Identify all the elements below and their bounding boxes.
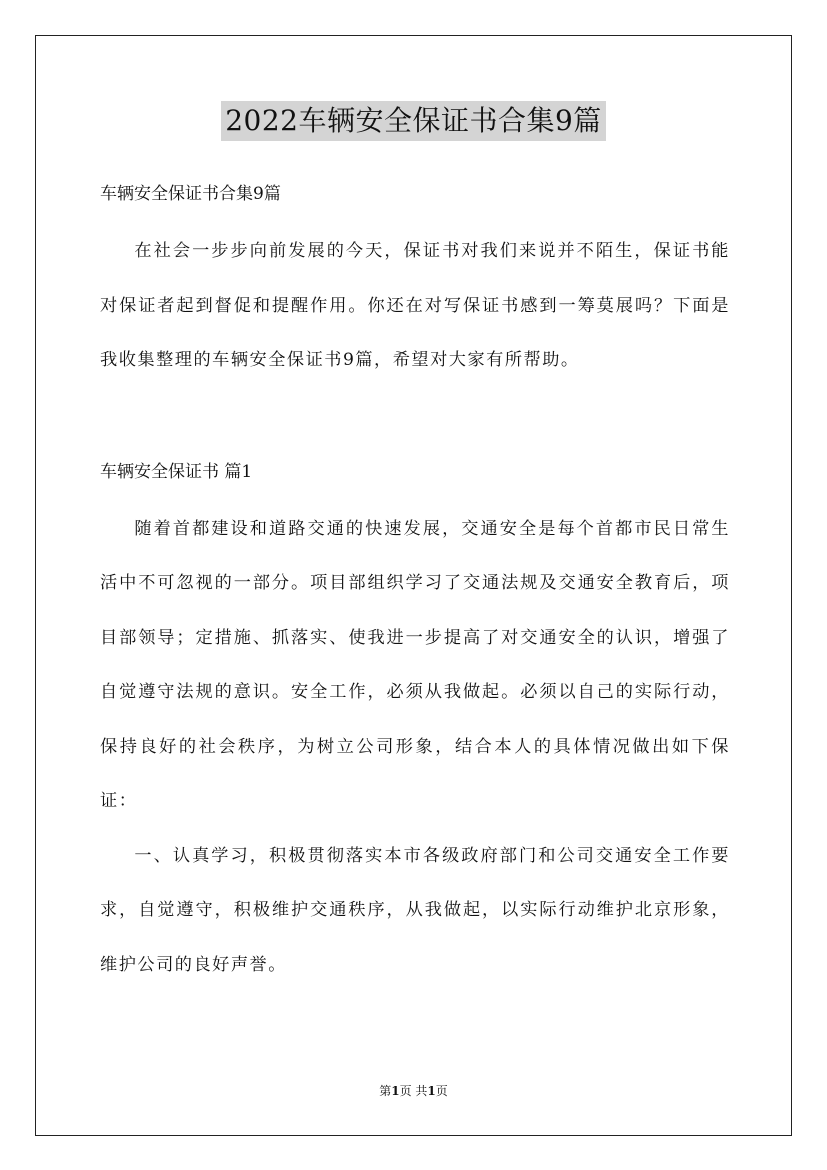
- section-paragraph-1: 随着首都建设和道路交通的快速发展，交通安全是每个首都市民日常生活中不可忽视的一部分。项目部组织学习了交通法规及交通安全教育后，项目部领导；定措施、抓落实、使我进一步提高了对交通安全的认识，增强了自觉遵守法规的意识。安全工作，必须从我做起。必须以自己的实际行动，保持良好的社会秩序，为树立公司形象，结合本人的具体情况做出如下保证：: [100, 518, 730, 811]
- footer-page-total: 1: [427, 1084, 436, 1098]
- document-title-text: 2022车辆安全保证书合集9篇: [221, 101, 606, 141]
- footer-page-suffix: 页: [435, 1084, 448, 1098]
- section-paragraph-2: 一、认真学习，积极贯彻落实本市各级政府部门和公司交通安全工作要求，自觉遵守，积极维护交通秩序，从我做起，以实际行动维护北京形象，维护公司的良好声誉。: [100, 845, 730, 975]
- footer-page-middle: 页 共: [399, 1084, 428, 1098]
- footer-page-prefix: 第: [379, 1084, 392, 1098]
- page-footer: [0, 1083, 827, 1099]
- document-body: [100, 176, 730, 992]
- footer-page-number: 1: [391, 1084, 400, 1098]
- document-title: [0, 100, 827, 141]
- document-subtitle: 车辆安全保证书合集9篇: [100, 184, 281, 204]
- section-heading: 车辆安全保证书 篇1: [100, 461, 253, 482]
- intro-paragraph: 在社会一步步向前发展的今天，保证书对我们来说并不陌生，保证书能对保证者起到督促和提醒作用。你还在对写保证书感到一筹莫展吗？下面是我收集整理的车辆安全保证书9篇，希望对大家有所帮助。: [100, 241, 730, 370]
